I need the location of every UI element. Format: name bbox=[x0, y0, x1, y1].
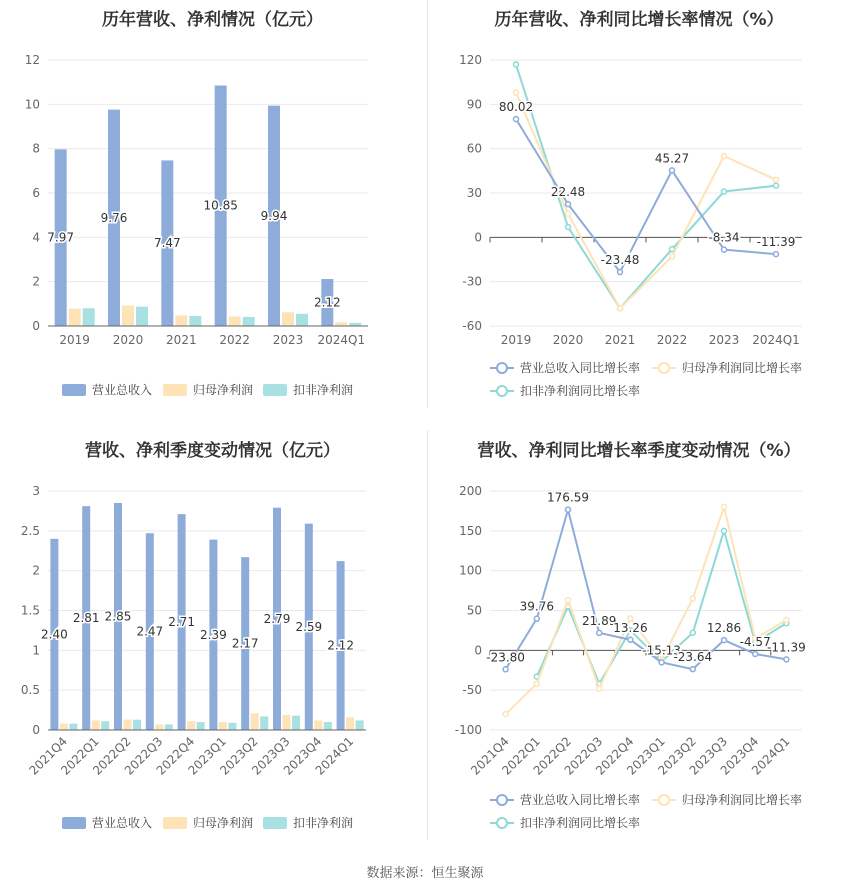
data-label: 2.12 bbox=[327, 638, 354, 653]
data-label: -15.13 bbox=[642, 643, 681, 658]
bar bbox=[228, 723, 236, 730]
data-label: 2.71 bbox=[168, 615, 195, 630]
annual-line-chart bbox=[428, 0, 850, 410]
x-tick-label: 2022Q2 bbox=[90, 734, 134, 778]
data-point bbox=[514, 117, 519, 122]
data-label: 7.97 bbox=[47, 230, 75, 245]
legend-swatch bbox=[62, 384, 86, 396]
data-point bbox=[618, 270, 623, 275]
y-tick-label: 0 bbox=[474, 643, 482, 658]
bar bbox=[155, 724, 163, 730]
data-point bbox=[597, 630, 602, 635]
bar bbox=[136, 307, 148, 326]
data-point bbox=[722, 189, 727, 194]
x-tick-label: 2022Q4 bbox=[153, 734, 198, 778]
bar bbox=[189, 316, 201, 326]
bar bbox=[69, 309, 81, 326]
data-label: 45.27 bbox=[654, 151, 690, 166]
data-label: 10.85 bbox=[203, 198, 238, 213]
y-tick-label: 90 bbox=[466, 97, 482, 112]
x-tick-label: 2023 bbox=[272, 333, 304, 347]
bar bbox=[187, 721, 195, 730]
y-tick-label: -100 bbox=[454, 723, 482, 737]
y-tick-label: -50 bbox=[462, 683, 482, 698]
data-point bbox=[618, 306, 623, 311]
bar bbox=[292, 716, 300, 730]
data-label: 7.47 bbox=[153, 236, 181, 251]
x-tick-label: 2023Q3 bbox=[249, 734, 293, 778]
x-tick-label: 2022Q1 bbox=[499, 734, 543, 778]
bar bbox=[175, 315, 187, 326]
x-tick-label: 2023Q2 bbox=[217, 734, 261, 778]
data-label: -11.39 bbox=[756, 235, 796, 250]
x-tick-label: 2022Q3 bbox=[121, 734, 166, 778]
legend-label: 归母净利润同比增长率 bbox=[682, 361, 803, 375]
bar bbox=[197, 722, 205, 730]
y-tick-label: 100 bbox=[459, 563, 482, 578]
bar bbox=[251, 713, 259, 730]
data-point bbox=[774, 183, 779, 188]
x-tick-label: 2019 bbox=[500, 333, 532, 347]
x-tick-label: 2023Q1 bbox=[185, 734, 230, 778]
x-tick-label: 2021 bbox=[166, 333, 197, 347]
legend-label: 扣非净利润 bbox=[293, 383, 354, 397]
data-label: 13.26 bbox=[613, 620, 648, 635]
x-tick-label: 2023Q4 bbox=[280, 734, 325, 778]
y-tick-label: 4 bbox=[32, 230, 40, 245]
legend-marker bbox=[659, 795, 669, 805]
data-point bbox=[670, 247, 675, 252]
y-tick-label: -60 bbox=[462, 319, 482, 333]
data-label: 12.86 bbox=[706, 621, 742, 636]
y-tick-label: 0 bbox=[474, 230, 482, 245]
bar bbox=[243, 317, 255, 326]
bar bbox=[60, 724, 68, 730]
y-tick-label: 0 bbox=[32, 319, 40, 333]
bar bbox=[83, 308, 95, 326]
x-tick-label: 2023Q1 bbox=[624, 734, 668, 778]
chart-title: 营收、净利季度变动情况（亿元） bbox=[85, 441, 340, 461]
data-point bbox=[566, 224, 571, 229]
x-tick-label: 2022 bbox=[219, 333, 250, 347]
bar bbox=[346, 717, 354, 730]
data-label: 39.76 bbox=[519, 599, 554, 614]
data-point bbox=[514, 62, 519, 67]
data-label: 9.94 bbox=[260, 208, 288, 223]
legend-marker bbox=[497, 818, 507, 828]
data-label: 2.39 bbox=[200, 627, 227, 642]
data-point bbox=[722, 638, 727, 643]
bar bbox=[282, 312, 294, 326]
data-point bbox=[722, 528, 727, 533]
data-point bbox=[503, 712, 508, 717]
legend-marker bbox=[497, 795, 507, 805]
quarter-bar-panel bbox=[0, 430, 425, 850]
chart-title: 营收、净利同比增长率季度变动情况（%） bbox=[477, 441, 801, 461]
data-point bbox=[514, 90, 519, 95]
bar bbox=[260, 716, 268, 730]
y-tick-label: 3 bbox=[32, 484, 40, 498]
data-point bbox=[690, 630, 695, 635]
y-tick-label: 50 bbox=[466, 603, 482, 618]
bar bbox=[122, 306, 134, 326]
y-tick-label: 12 bbox=[24, 53, 40, 67]
series-line bbox=[516, 93, 776, 309]
legend-swatch bbox=[263, 817, 287, 829]
y-tick-label: 10 bbox=[24, 97, 40, 112]
y-tick-label: 60 bbox=[466, 141, 482, 156]
data-label: -11.39 bbox=[767, 640, 806, 655]
data-point bbox=[566, 598, 571, 603]
y-tick-label: -30 bbox=[462, 274, 482, 289]
data-label: -23.48 bbox=[600, 253, 640, 268]
data-point bbox=[597, 686, 602, 691]
x-tick-label: 2021Q4 bbox=[26, 734, 71, 778]
bar bbox=[296, 314, 308, 326]
data-label: 2.79 bbox=[263, 611, 291, 626]
bar bbox=[219, 722, 227, 730]
data-label: 176.59 bbox=[547, 490, 589, 505]
bar bbox=[314, 720, 322, 730]
x-tick-label: 2020 bbox=[552, 333, 584, 347]
annual-bar-chart bbox=[0, 0, 425, 410]
bar bbox=[335, 322, 347, 326]
data-label: 9.76 bbox=[100, 210, 128, 225]
y-tick-label: 8 bbox=[32, 141, 40, 156]
data-label: 2.17 bbox=[231, 636, 259, 651]
legend-swatch bbox=[163, 817, 187, 829]
y-tick-label: 200 bbox=[459, 484, 482, 498]
data-point bbox=[690, 667, 695, 672]
data-label: -8.34 bbox=[708, 230, 740, 245]
bar bbox=[356, 720, 364, 730]
bar bbox=[324, 722, 332, 730]
legend-label: 营业总收入同比增长率 bbox=[520, 793, 641, 807]
data-point bbox=[753, 651, 758, 656]
x-tick-label: 2020 bbox=[112, 333, 144, 347]
data-label: 2.85 bbox=[104, 609, 132, 624]
data-point bbox=[566, 202, 571, 207]
legend-label: 营业总收入同比增长率 bbox=[520, 361, 641, 375]
data-point bbox=[774, 177, 779, 182]
legend-swatch bbox=[62, 817, 86, 829]
legend-label: 扣非净利润同比增长率 bbox=[520, 816, 641, 830]
y-tick-label: 120 bbox=[459, 53, 482, 67]
x-tick-label: 2021 bbox=[604, 333, 636, 347]
bar bbox=[165, 724, 173, 730]
x-tick-label: 2022Q4 bbox=[592, 734, 637, 778]
data-point bbox=[534, 681, 539, 686]
data-point bbox=[774, 252, 779, 257]
y-tick-label: 0 bbox=[32, 723, 40, 737]
x-tick-label: 2023 bbox=[708, 333, 740, 347]
y-tick-label: 1 bbox=[32, 643, 40, 658]
y-tick-label: 2.5 bbox=[20, 523, 40, 538]
annual-bar-panel bbox=[0, 0, 425, 410]
x-tick-label: 2023Q2 bbox=[655, 734, 699, 778]
x-tick-label: 2019 bbox=[59, 333, 90, 347]
annual-line-panel bbox=[428, 0, 850, 410]
data-point bbox=[566, 211, 571, 216]
chart-title: 历年营收、净利同比增长率情况（%） bbox=[494, 10, 784, 30]
data-point bbox=[670, 168, 675, 173]
data-point bbox=[670, 254, 675, 259]
data-point bbox=[784, 657, 789, 662]
data-label: -23.80 bbox=[486, 650, 525, 665]
x-tick-label: 2022Q2 bbox=[530, 734, 575, 778]
legend-label: 归母净利润同比增长率 bbox=[682, 793, 803, 807]
data-point bbox=[722, 154, 727, 159]
legend-swatch bbox=[163, 384, 187, 396]
x-tick-label: 2023Q4 bbox=[717, 734, 762, 778]
y-tick-label: 30 bbox=[466, 186, 482, 200]
data-label: 2.12 bbox=[313, 295, 341, 310]
data-point bbox=[534, 616, 539, 621]
x-tick-label: 2024Q1 bbox=[748, 734, 793, 778]
x-tick-label: 2022Q3 bbox=[561, 734, 606, 778]
data-label: 22.48 bbox=[550, 185, 586, 200]
y-tick-label: 6 bbox=[32, 186, 40, 200]
y-tick-label: 150 bbox=[459, 523, 482, 538]
data-point bbox=[722, 247, 727, 252]
x-tick-label: 2024Q1 bbox=[752, 333, 800, 347]
data-label: 2.40 bbox=[41, 627, 68, 642]
legend-label: 归母净利润 bbox=[193, 816, 254, 830]
y-tick-label: 2 bbox=[32, 563, 40, 578]
quarter-line-panel bbox=[428, 430, 850, 850]
data-label: 2.81 bbox=[72, 611, 100, 626]
data-label: 2.59 bbox=[295, 619, 323, 634]
data-point bbox=[659, 660, 664, 665]
data-point bbox=[628, 637, 633, 642]
data-point bbox=[566, 507, 571, 512]
data-point bbox=[784, 618, 789, 623]
data-label: 21.89 bbox=[582, 613, 617, 628]
bar bbox=[101, 721, 109, 730]
data-label: 2.47 bbox=[136, 624, 164, 639]
bar bbox=[229, 316, 241, 326]
x-tick-label: 2024Q1 bbox=[317, 333, 366, 347]
x-tick-label: 2024Q1 bbox=[312, 734, 357, 778]
data-point bbox=[722, 504, 727, 509]
y-tick-label: 2 bbox=[32, 274, 40, 289]
bar bbox=[124, 720, 132, 730]
data-source: 数据来源：恒生聚源 bbox=[366, 866, 484, 881]
y-tick-label: 1.5 bbox=[20, 603, 40, 618]
bar bbox=[92, 720, 100, 730]
bar bbox=[133, 720, 141, 730]
legend-label: 扣非净利润 bbox=[293, 816, 354, 830]
bar bbox=[69, 724, 77, 730]
x-tick-label: 2021Q4 bbox=[468, 734, 512, 778]
legend-marker bbox=[497, 386, 507, 396]
legend-marker bbox=[497, 363, 507, 373]
chart-title: 历年营收、净利情况（亿元） bbox=[102, 10, 323, 30]
legend-swatch bbox=[263, 384, 287, 396]
data-label: 80.02 bbox=[498, 100, 534, 115]
data-label: -23.64 bbox=[673, 650, 713, 665]
legend-label: 扣非净利润同比增长率 bbox=[520, 384, 641, 398]
x-tick-label: 2023Q3 bbox=[686, 734, 731, 778]
data-point bbox=[690, 596, 695, 601]
data-label: -4.57 bbox=[739, 634, 771, 649]
legend-marker bbox=[659, 363, 669, 373]
legend-label: 营业总收入 bbox=[92, 383, 153, 397]
quarter-line-chart bbox=[428, 430, 850, 850]
legend-label: 归母净利润 bbox=[193, 383, 254, 397]
quarter-bar-chart bbox=[0, 430, 425, 850]
data-point bbox=[503, 667, 508, 672]
bar bbox=[283, 715, 291, 730]
x-tick-label: 2022Q1 bbox=[58, 734, 102, 778]
x-tick-label: 2022 bbox=[656, 333, 688, 347]
y-tick-label: 0.5 bbox=[20, 683, 40, 698]
legend-label: 营业总收入 bbox=[92, 816, 153, 830]
